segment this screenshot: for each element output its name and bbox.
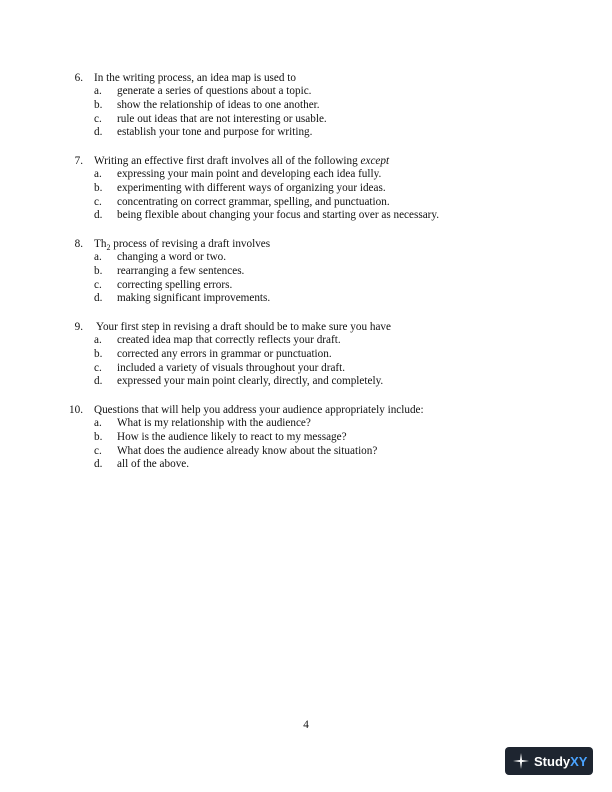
option-text: What is my relationship with the audience? (117, 417, 311, 429)
question-text: Questions that will help you address your audience appropriately include: (94, 404, 424, 416)
question-number: 8. (74, 238, 83, 250)
option-text: concentrating on correct grammar, spelling, and punctuation. (117, 195, 390, 208)
option-a (0, 417, 612, 431)
question-9 (0, 320, 612, 389)
option-letter: a. (94, 85, 102, 97)
option-d (0, 375, 612, 389)
option-text: all of the above. (117, 458, 190, 471)
option-letter: c. (94, 361, 102, 374)
option-b (0, 265, 612, 279)
option-text: rule out ideas that are not interesting or usable. (117, 112, 327, 125)
option-letter: d. (94, 292, 103, 305)
option-letter: d. (94, 375, 103, 388)
option-text: making significant improvements. (117, 292, 271, 305)
page-number: 4 (303, 719, 309, 731)
option-letter: b. (94, 264, 103, 277)
option-a (0, 168, 612, 182)
option-text: corrected any errors in grammar or punctuation. (117, 347, 332, 360)
option-text: How is the audience likely to react to my message? (117, 430, 347, 443)
option-text: included a variety of visuals throughout your draft. (117, 361, 346, 374)
option-letter: b. (94, 98, 103, 111)
option-letter: c. (94, 195, 102, 208)
option-text: What does the audience already know about the situation? (117, 444, 378, 457)
option-text: experimenting with different ways of organizing your ideas. (117, 181, 386, 194)
question-8 (0, 237, 612, 306)
badge-label (534, 754, 587, 769)
option-letter: d. (94, 209, 103, 222)
badge-label-part2: XY (570, 753, 588, 769)
question-stem (0, 320, 612, 334)
option-letter: b. (94, 181, 103, 194)
option-c (0, 279, 612, 293)
option-text: being flexible about changing your focus and starting over as necessary. (117, 209, 440, 222)
option-b (0, 182, 612, 196)
option-text: show the relationship of ideas to one another. (117, 98, 320, 111)
option-text: created idea map that correctly reflects your draft. (117, 334, 341, 346)
badge-label-part1: Study (534, 753, 571, 769)
option-letter: b. (94, 347, 103, 360)
option-b (0, 348, 612, 362)
question-text (94, 154, 389, 168)
option-b (0, 99, 612, 113)
question-6 (0, 71, 612, 140)
option-text: rearranging a few sentences. (117, 264, 245, 277)
question-text-rest: process of revising a draft involves (110, 238, 271, 250)
option-d (0, 209, 612, 223)
question-stem (0, 237, 612, 251)
option-b (0, 431, 612, 445)
option-d (0, 292, 612, 306)
question-number: 10. (69, 404, 83, 416)
option-text: establish your tone and purpose for writing. (117, 126, 313, 139)
option-a (0, 251, 612, 265)
option-text: expressing your main point and developing each idea fully. (117, 168, 382, 180)
option-c (0, 196, 612, 210)
option-letter: c. (94, 112, 102, 125)
option-letter: a. (94, 334, 102, 346)
option-a (0, 85, 612, 99)
option-c (0, 113, 612, 127)
option-text: correcting spelling errors. (117, 278, 233, 291)
option-text: generate a series of questions about a topic. (117, 85, 312, 97)
option-letter: c. (94, 444, 102, 457)
question-number: 6. (74, 72, 83, 84)
option-letter: a. (94, 251, 102, 263)
question-stem (0, 154, 612, 168)
option-d (0, 458, 612, 472)
option-letter: a. (94, 417, 102, 429)
option-letter: c. (94, 278, 102, 291)
option-letter: a. (94, 168, 102, 180)
option-d (0, 126, 612, 140)
question-7 (0, 154, 612, 223)
question-text: In the writing process, an idea map is used to (94, 72, 296, 84)
question-stem (0, 71, 612, 85)
option-letter: b. (94, 430, 103, 443)
option-text: expressed your main point clearly, directly, and completely. (117, 375, 384, 388)
option-letter: d. (94, 458, 103, 471)
plus-star-icon (513, 753, 529, 769)
studyxy-badge[interactable] (505, 747, 593, 775)
question-text-main: Writing an effective first draft involves all of the following (94, 155, 358, 167)
question-10 (0, 403, 612, 472)
option-a (0, 334, 612, 348)
question-text-start: Th (94, 238, 107, 250)
option-c (0, 362, 612, 376)
question-number: 9. (74, 321, 83, 333)
question-text: Your first step in revising a draft should be to make sure you have (96, 321, 391, 333)
option-text: changing a word or two. (117, 251, 227, 263)
option-c (0, 445, 612, 459)
question-emphasis: except (360, 155, 390, 167)
question-number: 7. (74, 155, 83, 167)
question-stem (0, 403, 612, 417)
question-text-subscript: 2 (106, 243, 111, 253)
option-letter: d. (94, 126, 103, 139)
